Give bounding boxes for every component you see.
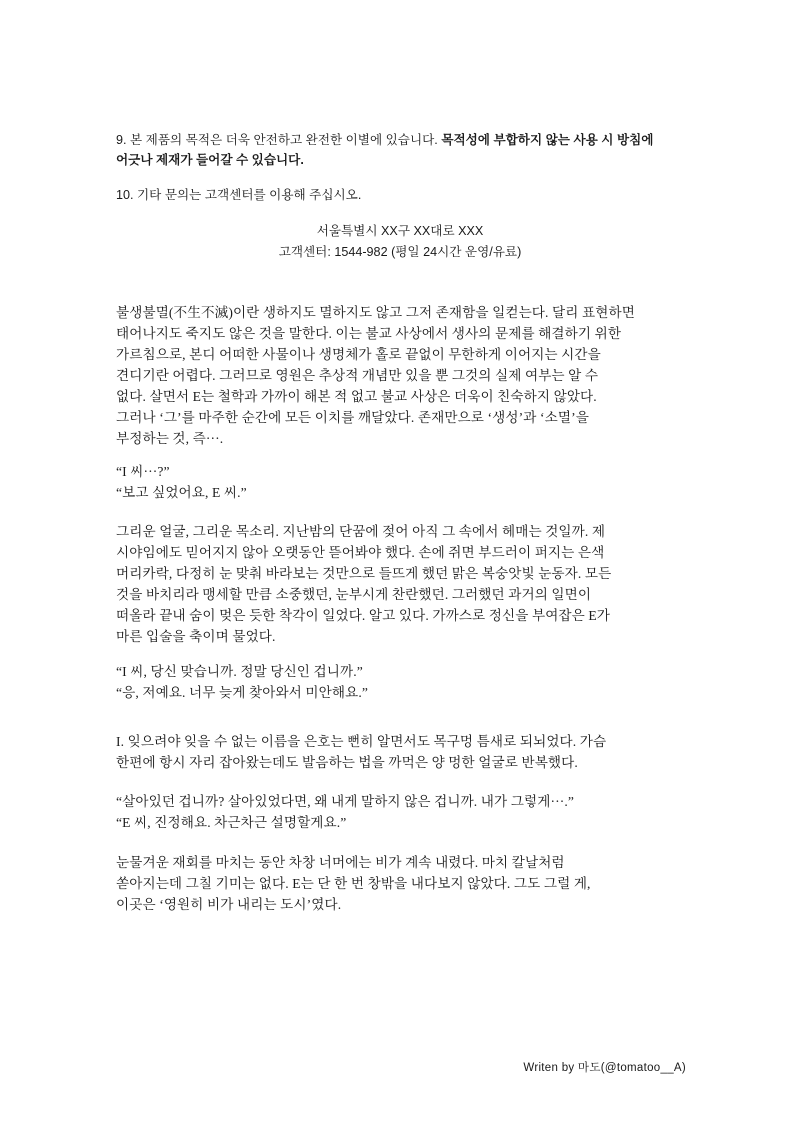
paragraph-line: 마른 입술을 축이며 물었다. [116,629,276,644]
paragraph-line: 한편에 항시 자리 잡아왔는데도 발음하는 법을 까먹은 양 멍한 얼굴로 반복했다. [116,755,578,770]
notice-9-bold-line2: 어긋나 제재가 들어갈 수 있습니다. [116,153,304,167]
dialogue-line: “E 씨, 진정해요. 차근차근 설명할게요.” [116,815,347,830]
dialogue-line: “I 씨···?” [116,464,170,479]
paragraph-line: 떠올라 끝내 숨이 멎은 듯한 착각이 일었다. 알고 있다. 가까스로 정신을 부여잡은 E가 [116,608,611,623]
notice-item-10 [116,185,696,205]
author-credit: Writen by 마도(@tomatoo__A) [523,1062,686,1074]
paragraph-line: 견디기란 어렵다. 그러므로 영원은 추상적 개념만 있을 뿐 그것의 실제 여부는 알 수 [116,368,599,383]
dialogue-block-3 [116,791,696,833]
paragraph-line: 가르침으로, 본디 어떠한 사물이나 생명체가 홀로 끝없이 무한하게 이어지는 시간을 [116,347,601,362]
notice-9-bold-line1: 목적성에 부합하지 않는 사용 시 방침에 [441,133,654,147]
address-line: 서울특별시 XX구 XX대로 XXX [316,224,484,238]
paragraph-line: 없다. 살면서 E는 철학과 가까이 해본 적 없고 불교 사상은 더욱이 친숙하지 않았다. [116,389,597,404]
paragraph-line: 불생불멸(不生不滅)이란 생하지도 멸하지도 않고 그저 존재함을 일컫는다. 달리 표현하면 [116,305,635,320]
paragraph-line: 쏟아지는데 그칠 기미는 없다. E는 단 한 번 창밖을 내다보지 않았다. 그도 그럴 게, [116,876,591,891]
paragraph-line: I. 잊으려야 잊을 수 없는 이름을 은호는 뻔히 알면서도 목구멍 틈새로 되뇌었다. 가슴 [116,734,607,749]
dialogue-block-2 [116,661,696,703]
notice-9-text: 9. 본 제품의 목적은 더욱 안전하고 완전한 이별에 있습니다. [116,133,442,147]
paragraph-line: 이곳은 ‘영원히 비가 내리는 도시’였다. [116,897,342,912]
dialogue-line: “응, 저예요. 너무 늦게 찾아와서 미안해요.” [116,685,368,700]
dialogue-block-1 [116,461,696,503]
notice-item-9 [116,130,696,170]
customer-center-line: 고객센터: 1544-982 (평일 24시간 운영/유료) [278,245,522,259]
paragraph-line: 것을 바치리라 맹세할 만큼 소중했던, 눈부시게 찬란했던. 그러했던 과거의 일면이 [116,587,592,602]
paragraph-line: 그리운 얼굴, 그리운 목소리. 지난밤의 단꿈에 젖어 아직 그 속에서 헤매는 것일까. 제 [116,524,606,539]
paragraph-line: 부정하는 것, 즉···. [116,431,224,446]
story-paragraph-1 [116,302,696,449]
dialogue-line: “보고 싶었어요, E 씨.” [116,485,247,500]
paragraph-line: 머리카락, 다정히 눈 맞춰 바라보는 것만으로 들뜨게 했던 맑은 복숭앗빛 눈동자. 모든 [116,566,612,581]
notice-10-text: 10. 기타 문의는 고객센터를 이용해 주십시오. [116,188,362,202]
story-paragraph-4 [116,852,696,915]
paragraph-line: 태어나지도 죽지도 않은 것을 말한다. 이는 불교 사상에서 생사의 문제를 해결하기 위한 [116,326,622,341]
paragraph-line: 그러나 ‘그’를 마주한 순간에 모든 이치를 깨달았다. 존재만으로 ‘생성’과 ‘소멸’을 [116,410,589,425]
paragraph-line: 눈물겨운 재회를 마치는 동안 차창 너머에는 비가 계속 내렸다. 마치 칼날처럼 [116,855,565,870]
dialogue-line: “살아있던 겁니까? 살아있었다면, 왜 내게 말하지 않은 겁니까. 내가 그렇게···.” [116,794,574,809]
dialogue-line: “I 씨, 당신 맞습니까. 정말 당신인 겁니까.” [116,664,363,679]
story-paragraph-2 [116,521,696,647]
story-paragraph-3 [116,731,696,773]
paragraph-line: 시야임에도 믿어지지 않아 오랫동안 뜯어봐야 했다. 손에 쥐면 부드러이 퍼지는 은색 [116,545,605,560]
